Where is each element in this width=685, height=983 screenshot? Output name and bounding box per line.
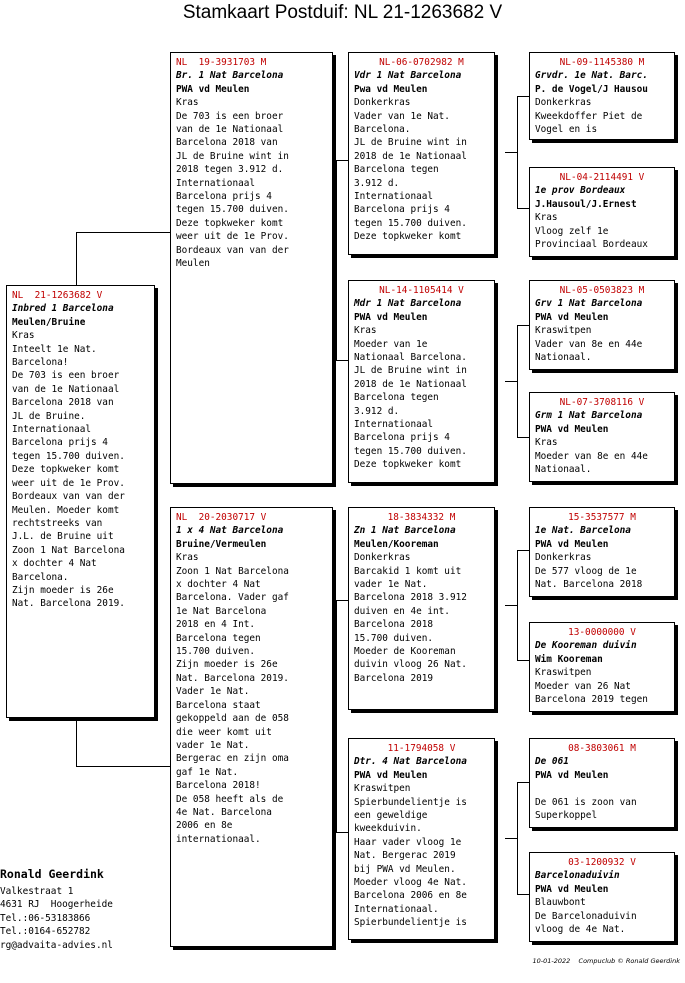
note-line: Barcelona tegen bbox=[354, 392, 439, 404]
note-line: Barcelona prijs 4 bbox=[176, 191, 272, 203]
color bbox=[535, 782, 669, 795]
granddam-paternal-card bbox=[348, 280, 495, 483]
notes bbox=[354, 565, 489, 686]
note-line: 2018 tegen 3.912 d. bbox=[176, 164, 284, 176]
achievement: Inbred 1 Barcelona bbox=[12, 303, 114, 315]
note-line: Nationaal. bbox=[535, 352, 592, 364]
connector-line bbox=[336, 160, 337, 360]
connector-line bbox=[517, 550, 529, 551]
note-line: Barcelona. bbox=[354, 124, 411, 136]
note-line: tegen 15.700 duiven. bbox=[12, 450, 125, 462]
ring-number: 03-1200932 V bbox=[568, 857, 636, 868]
note-line: Barcelona 2018 bbox=[354, 619, 434, 631]
note-line: Bordeaux van van der bbox=[12, 491, 125, 503]
note-line: 2018 de 1e Nationaal bbox=[354, 150, 467, 162]
note-line: Internationaal. bbox=[354, 903, 439, 915]
notes bbox=[535, 225, 669, 252]
color: Blauwbont bbox=[535, 897, 586, 909]
page-title: Stamkaart Postduif: NL 21-1263682 V bbox=[182, 2, 503, 23]
connector-line bbox=[336, 360, 348, 361]
note-line: x dochter 4 Nat bbox=[176, 579, 261, 591]
note-line: De 058 heeft als de bbox=[176, 793, 284, 805]
grandsire-maternal-card bbox=[348, 507, 495, 710]
note-line: Barcelona 2018 van bbox=[176, 137, 278, 149]
connector-line bbox=[517, 894, 529, 895]
note-line: Spierbundelientje is bbox=[354, 796, 467, 808]
subject-card bbox=[6, 285, 155, 718]
connector-line bbox=[76, 232, 77, 285]
breeder-phone: Tel.:0164-652782 bbox=[0, 926, 91, 937]
ring-number: NL-05-0503823 M bbox=[559, 285, 645, 296]
great-grandparent-card bbox=[529, 507, 675, 597]
note-line: van de 1e Nationaal bbox=[176, 124, 284, 136]
note-line: rechtstreeks van bbox=[12, 517, 103, 529]
color: Kras bbox=[176, 552, 199, 564]
note-line: Zijn moeder is 26e bbox=[12, 584, 114, 596]
note-line: duiven en 4e int. bbox=[354, 605, 450, 617]
owner: PWA vd Meulen bbox=[535, 423, 609, 435]
note-line: Barcelona prijs 4 bbox=[354, 204, 450, 216]
note-line: een geweldige bbox=[354, 810, 428, 822]
achievement: Vdr 1 Nat Barcelona bbox=[354, 70, 462, 82]
owner: P. de Vogel/J Hausou bbox=[535, 83, 648, 95]
color: Kraswitpen bbox=[354, 783, 411, 795]
note-line: Barcakid 1 komt uit bbox=[354, 565, 462, 577]
connector-line bbox=[517, 550, 518, 660]
note-line: JL de Bruine wint in bbox=[176, 150, 289, 162]
notes bbox=[535, 565, 669, 592]
note-line: Vloog zelf 1e bbox=[535, 225, 609, 237]
note-line: Meulen. Moeder komt bbox=[12, 504, 120, 516]
note-line: Nat. Barcelona 2018 bbox=[535, 579, 643, 591]
connector-line bbox=[336, 600, 337, 832]
achievement: Dtr. 4 Nat Barcelona bbox=[354, 756, 467, 768]
note-line: Barcelona staat bbox=[176, 699, 261, 711]
notes bbox=[535, 910, 669, 937]
ring-number: NL-04-2114491 V bbox=[559, 172, 645, 183]
connector-line bbox=[505, 152, 517, 153]
note-line: Deze topkweker komt bbox=[12, 464, 120, 476]
breeder-city: 4631 RJ Hoogerheide bbox=[0, 899, 113, 910]
connector-line bbox=[517, 782, 529, 783]
note-line: Barcelona! bbox=[12, 357, 69, 369]
achievement: Mdr 1 Nat Barcelona bbox=[354, 298, 462, 310]
note-line: Haar vader vloog 1e bbox=[354, 836, 462, 848]
owner: Wim Kooreman bbox=[535, 653, 603, 665]
breeder-email[interactable]: rg@advaita-advies.nl bbox=[0, 939, 113, 951]
breeder-address: Valkestraat 1 bbox=[0, 885, 74, 897]
connector-line bbox=[517, 325, 518, 437]
achievement: Zn 1 Nat Barcelona bbox=[354, 525, 456, 537]
note-line: Barcelona 2018 3.912 bbox=[354, 592, 467, 604]
note-line: Vader 1e Nat. bbox=[176, 686, 250, 698]
note-line: Meulen bbox=[176, 258, 210, 270]
great-grandparent-card bbox=[529, 280, 675, 370]
connector-line bbox=[517, 96, 529, 97]
notes bbox=[354, 110, 489, 244]
color: Kras bbox=[354, 325, 377, 337]
color: Donkerkras bbox=[354, 552, 411, 564]
ring-number: 11-1794058 V bbox=[387, 743, 456, 754]
note-line: JL de Bruine. bbox=[12, 410, 86, 422]
ring-number: NL-06-0702982 M bbox=[379, 57, 464, 68]
ring-number: NL-07-3708116 V bbox=[559, 397, 645, 408]
achievement: 1e Nat. Barcelona bbox=[535, 525, 631, 537]
note-line: 2018 de 1e Nationaal bbox=[354, 378, 467, 390]
note-line: Zijn moeder is 26e bbox=[176, 659, 278, 671]
achievement: De Kooreman duivin bbox=[535, 640, 637, 652]
note-line: bij PWA vd Meulen. bbox=[354, 863, 456, 875]
connector-line bbox=[336, 600, 348, 601]
note-line: Internationaal bbox=[12, 424, 92, 436]
note-line: Barcelona 2019 bbox=[354, 672, 434, 684]
note-line: Moeder van 8e en 44e bbox=[535, 450, 648, 462]
note-line: De 061 is zoon van bbox=[535, 796, 637, 808]
note-line: tegen 15.700 duiven. bbox=[354, 445, 467, 457]
note-line: vloog de 4e Nat. bbox=[535, 924, 626, 936]
color: Kraswitpen bbox=[535, 667, 592, 679]
owner: PWA vd Meulen bbox=[535, 883, 609, 895]
owner: Pwa vd Meulen bbox=[354, 83, 428, 95]
note-line: Moeder van 26 Nat bbox=[535, 680, 631, 692]
note-line: Barcelona 2006 en 8e bbox=[354, 890, 467, 902]
breeder-name: Ronald Geerdink bbox=[0, 867, 104, 881]
note-line: JL de Bruine wint in bbox=[354, 365, 467, 377]
note-line: Nat. Bergerac 2019 bbox=[354, 850, 456, 862]
note-line: Barcelona 2018! bbox=[176, 780, 261, 792]
note-line: Barcelona tegen bbox=[354, 164, 439, 176]
connector-line bbox=[517, 208, 529, 209]
notes bbox=[535, 338, 669, 365]
note-line: De Barcelonaduivin bbox=[535, 910, 637, 922]
owner: PWA vd Meulen bbox=[354, 769, 428, 781]
note-line: Zoon 1 Nat Barcelona bbox=[12, 544, 125, 556]
color: Donkerkras bbox=[535, 97, 592, 109]
note-line: gekoppeld aan de 058 bbox=[176, 713, 289, 725]
notes bbox=[354, 338, 489, 472]
note-line: weer uit de 1e Prov. bbox=[12, 477, 125, 489]
note-line: Nat. Barcelona 2019. bbox=[176, 672, 289, 684]
note-line: Vader van 1e Nat. bbox=[354, 110, 450, 122]
note-line: JL de Bruine wint in bbox=[354, 137, 467, 149]
great-grandparent-card bbox=[529, 392, 675, 482]
note-line: Deze topkweker komt bbox=[176, 217, 284, 229]
connector-line bbox=[76, 718, 77, 766]
color: Donkerkras bbox=[354, 97, 411, 109]
connector-line bbox=[517, 96, 518, 208]
owner: J.Hausoul/J.Ernest bbox=[535, 198, 637, 210]
note-line: kweekduivin. bbox=[354, 823, 422, 835]
note-line: Internationaal bbox=[354, 419, 434, 431]
note-line: gaf 1e Nat. bbox=[176, 766, 239, 778]
achievement: 1e prov Bordeaux bbox=[535, 185, 626, 197]
notes bbox=[354, 796, 489, 930]
note-line: De 577 vloog de 1e bbox=[535, 565, 637, 577]
father-card bbox=[170, 52, 333, 484]
note-line: Moeder de Kooreman bbox=[354, 646, 456, 658]
connector-line bbox=[336, 270, 337, 271]
color: Kras bbox=[535, 212, 558, 224]
note-line: Bergerac en zijn oma bbox=[176, 753, 289, 765]
note-line: Barcelona tegen bbox=[176, 632, 261, 644]
owner: Bruine/Vermeulen bbox=[176, 538, 267, 550]
note-line: Deze topkweker komt bbox=[354, 231, 462, 243]
note-line: Nationaal. bbox=[535, 464, 592, 476]
note-line: Superkoppel bbox=[535, 810, 598, 822]
note-line: Inteelt 1e Nat. bbox=[12, 343, 97, 355]
ring-number: NL-14-1105414 V bbox=[379, 285, 464, 296]
owner: Meulen/Bruine bbox=[12, 316, 86, 328]
note-line: Barcelona. Vader gaf bbox=[176, 592, 289, 604]
note-line: 2018 en 4 Int. bbox=[176, 619, 256, 631]
note-line: Kweekdoffer Piet de bbox=[535, 110, 643, 122]
notes bbox=[176, 565, 327, 847]
note-line: De 703 is een broer bbox=[176, 110, 284, 122]
note-line: Nationaal Barcelona. bbox=[354, 352, 467, 364]
notes bbox=[535, 450, 669, 477]
connector-line bbox=[517, 660, 529, 661]
note-line: 15.700 duiven. bbox=[354, 632, 434, 644]
note-line: van de 1e Nationaal bbox=[12, 383, 120, 395]
color: Donkerkras bbox=[535, 552, 592, 564]
note-line: Barcelona prijs 4 bbox=[12, 437, 108, 449]
great-grandparent-card bbox=[529, 622, 675, 712]
color: Kras bbox=[12, 330, 35, 342]
note-line: Vogel en is bbox=[535, 124, 598, 136]
note-line: vader 1e Nat. bbox=[176, 739, 250, 751]
owner: PWA vd Meulen bbox=[176, 83, 250, 95]
great-grandparent-card bbox=[529, 738, 675, 828]
notes bbox=[535, 680, 669, 707]
great-grandparent-card bbox=[529, 52, 675, 140]
note-line: Barcelona. bbox=[12, 571, 69, 583]
note-line: die weer komt uit bbox=[176, 726, 272, 738]
connector-line bbox=[505, 838, 517, 839]
ring-number: 18-3834332 M bbox=[387, 512, 456, 523]
ring-number: 13-0000000 V bbox=[568, 627, 636, 638]
note-line: tegen 15.700 duiven. bbox=[354, 217, 467, 229]
note-line: 3.912 d. bbox=[354, 405, 400, 417]
note-line: 3.912 d. bbox=[354, 177, 400, 189]
connector-line bbox=[505, 381, 517, 382]
achievement: De 061 bbox=[535, 756, 569, 768]
note-line: Internationaal bbox=[176, 177, 256, 189]
connector-line bbox=[76, 766, 171, 767]
breeder-phone: Tel.:06-53183866 bbox=[0, 912, 91, 924]
note-line: Nat. Barcelona 2019. bbox=[12, 598, 125, 610]
note-line: weer uit de 1e Prov. bbox=[176, 231, 289, 243]
note-line: Barcelona prijs 4 bbox=[354, 432, 450, 444]
owner: PWA vd Meulen bbox=[535, 311, 609, 323]
connector-line bbox=[505, 605, 517, 606]
color: Kras bbox=[176, 97, 199, 109]
note-line: Barcelona 2018 van bbox=[12, 397, 114, 409]
note-line: Zoon 1 Nat Barcelona bbox=[176, 565, 289, 577]
owner: Meulen/Kooreman bbox=[354, 538, 439, 550]
note-line: 1e Nat Barcelona bbox=[176, 605, 267, 617]
note-line: J.L. de Bruine uit bbox=[12, 531, 114, 543]
achievement: Barcelonaduivin bbox=[535, 870, 620, 882]
achievement: 1 x 4 Nat Barcelona bbox=[176, 525, 284, 537]
color: Kraswitpen bbox=[535, 325, 592, 337]
great-grandparent-card bbox=[529, 852, 675, 942]
note-line: De 703 is een broer bbox=[12, 370, 120, 382]
note-line: Moeder vloog 4e Nat. bbox=[354, 877, 467, 889]
note-line: internationaal. bbox=[176, 833, 261, 845]
achievement: Grvdr. 1e Nat. Barc. bbox=[535, 70, 648, 82]
color: Kras bbox=[535, 437, 558, 449]
note-line: Moeder van 1e bbox=[354, 338, 428, 350]
achievement: Grv 1 Nat Barcelona bbox=[535, 298, 643, 310]
note-line: Barcelona 2019 tegen bbox=[535, 694, 648, 706]
owner: PWA vd Meulen bbox=[354, 311, 428, 323]
note-line: Bordeaux van van der bbox=[176, 244, 289, 256]
ring-number: NL 21-1263682 V bbox=[12, 290, 103, 301]
grandsire-paternal-card bbox=[348, 52, 495, 255]
ring-number: 08-3803061 M bbox=[568, 743, 636, 754]
connector-line bbox=[76, 232, 171, 233]
note-line: duivin vloog 26 Nat. bbox=[354, 659, 467, 671]
achievement: Br. 1 Nat Barcelona bbox=[176, 70, 284, 82]
great-grandparent-card bbox=[529, 167, 675, 257]
note-line: 15.700 duiven. bbox=[176, 646, 256, 658]
note-line: Vader van 8e en 44e bbox=[535, 338, 643, 350]
note-line: Spierbundelientje is bbox=[354, 917, 467, 929]
owner: PWA vd Meulen bbox=[535, 538, 609, 550]
notes bbox=[176, 110, 327, 271]
note-line: Deze topkweker komt bbox=[354, 459, 462, 471]
notes bbox=[535, 796, 669, 823]
note-line: x dochter 4 Nat bbox=[12, 558, 97, 570]
connector-line bbox=[517, 437, 529, 438]
connector-line bbox=[517, 325, 529, 326]
achievement: Grm 1 Nat Barcelona bbox=[535, 410, 643, 422]
notes bbox=[535, 110, 669, 137]
owner: PWA vd Meulen bbox=[535, 769, 609, 781]
connector-line bbox=[517, 782, 518, 894]
connector-line bbox=[336, 832, 348, 833]
note-line: Internationaal bbox=[354, 191, 434, 203]
ring-number: NL-09-1145380 M bbox=[559, 57, 645, 68]
note-line: 2006 en 8e bbox=[176, 820, 233, 832]
ring-number: 15-3537577 M bbox=[568, 512, 636, 523]
footer: 10-01-2022 Compuclub © Ronald Geerdink bbox=[532, 957, 680, 965]
note-line: tegen 15.700 duiven. bbox=[176, 204, 289, 216]
connector-line bbox=[336, 160, 348, 161]
note-line: Provinciaal Bordeaux bbox=[535, 239, 648, 251]
notes bbox=[12, 343, 149, 611]
ring-number: NL 19-3931703 M bbox=[176, 57, 267, 68]
breeder-info bbox=[0, 868, 113, 952]
note-line: 4e Nat. Barcelona bbox=[176, 806, 272, 818]
granddam-maternal-card bbox=[348, 738, 495, 940]
ring-number: NL 20-2030717 V bbox=[176, 512, 267, 523]
mother-card bbox=[170, 507, 333, 947]
note-line: vader 1e Nat. bbox=[354, 579, 428, 591]
